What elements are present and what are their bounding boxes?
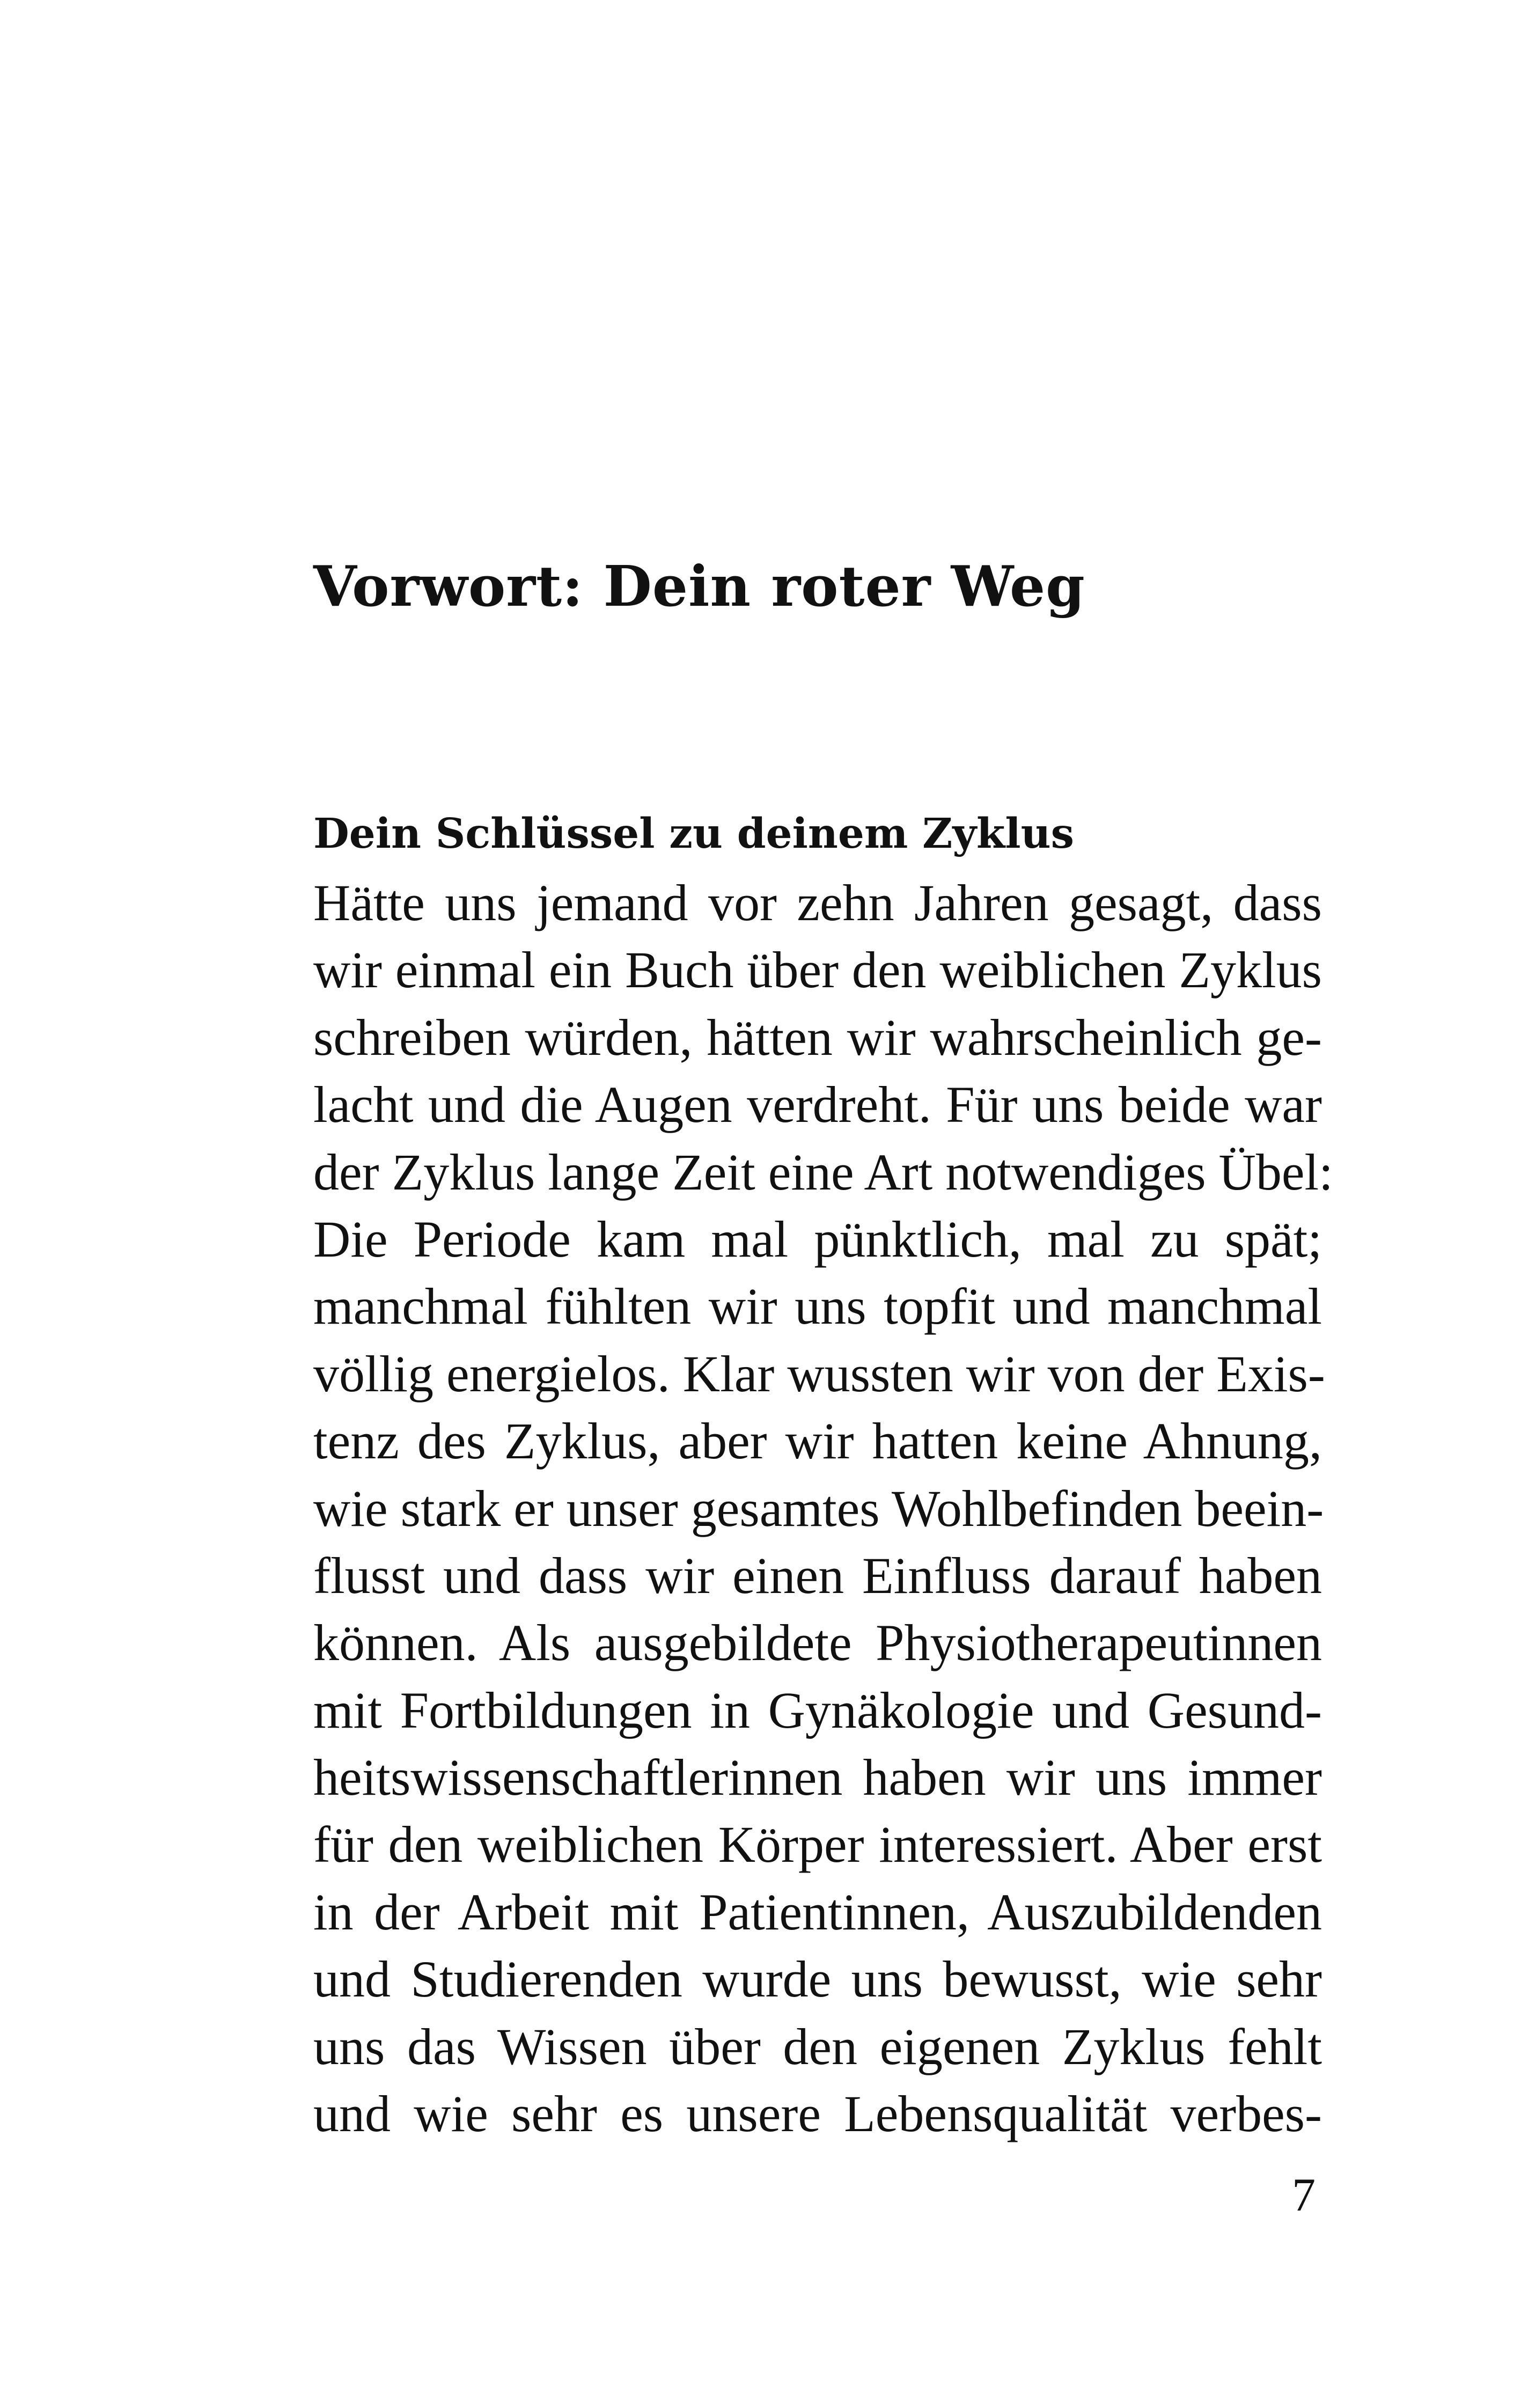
text-line: mit Fortbildungen in Gynäkologie und Gesund-: [313, 1681, 1322, 1739]
body-paragraph: [313, 869, 1333, 2147]
text-line: Hätte uns jemand vor zehn Jahren gesagt, dass: [313, 874, 1322, 931]
chapter-title: Vorwort: Dein roter Weg: [313, 553, 1085, 619]
text-line: heitswissenschaftlerinnen haben wir uns immer: [313, 1749, 1322, 1807]
page-number: 7: [1292, 2169, 1316, 2221]
text-line: flusst und dass wir einen Einfluss darauf haben: [313, 1546, 1322, 1604]
text-line: uns das Wissen über den eigenen Zyklus fehlt: [313, 2017, 1322, 2075]
text-line: für den weiblichen Körper interessiert. Aber erst: [313, 1816, 1322, 1874]
text-line: schreiben würden, hätten wir wahrscheinlich ge-: [313, 1008, 1322, 1066]
section-heading: Dein Schlüssel zu deinem Zyklus: [313, 810, 1074, 858]
text-line: lacht und die Augen verdreht. Für uns beide war: [313, 1076, 1322, 1134]
text-line: und wie sehr es unsere Lebensqualität verbes-: [313, 2085, 1322, 2143]
text-line: völlig energielos. Klar wussten wir von der Exis-: [313, 1345, 1325, 1403]
text-line: wir einmal ein Buch über den weiblichen Zyklus: [313, 941, 1322, 999]
text-line: der Zyklus lange Zeit eine Art notwendiges Übel:: [313, 1143, 1333, 1201]
text-line: tenz des Zyklus, aber wir hatten keine Ahnung,: [313, 1412, 1322, 1470]
text-line: und Studierenden wurde uns bewusst, wie sehr: [313, 1950, 1322, 2008]
text-line: Die Periode kam mal pünktlich, mal zu spät;: [313, 1210, 1322, 1268]
text-line: in der Arbeit mit Patientinnen, Auszubildenden: [313, 1883, 1322, 1941]
text-line: können. Als ausgebildete Physiotherapeutinnen: [313, 1614, 1322, 1672]
text-line: manchmal fühlten wir uns topfit und manchmal: [313, 1278, 1322, 1335]
text-line: wie stark er unser gesamtes Wohlbefinden beein-: [313, 1479, 1324, 1537]
